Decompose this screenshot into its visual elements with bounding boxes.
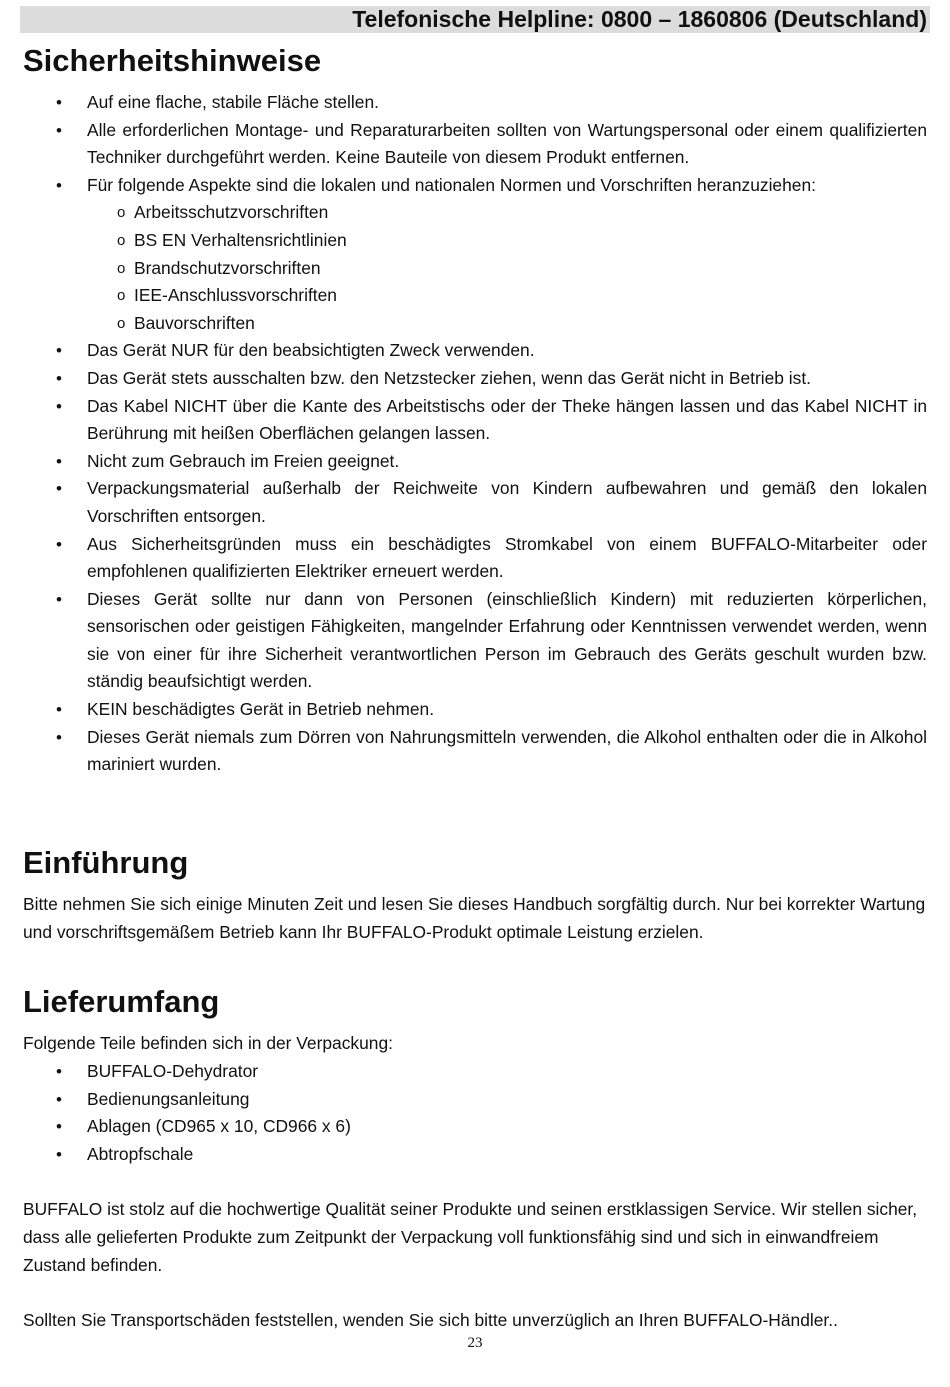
list-item: • Bedienungsanleitung: [0, 1086, 950, 1114]
contents-heading: Lieferumfang: [23, 984, 220, 1019]
list-item: • Das Gerät stets ausschalten bzw. den Netzstecker ziehen, wenn das Gerät nicht in Betrieb ist.: [0, 365, 950, 393]
circle-bullet-icon: o: [117, 287, 126, 305]
intro-text: Bitte nehmen Sie sich einige Minuten Zeit und lesen Sie dieses Handbuch sorgfältig durch. Nur bei korrekter Wartung und vorschriftsgemäßem Betrieb kann Ihr BUFFALO-Produkt optimale Leistung erzielen.: [23, 894, 926, 942]
bullet-icon: •: [56, 1117, 62, 1137]
quality-text: BUFFALO ist stolz auf die hochwertige Qualität seiner Produkte und seinen erstklassigen Service. Wir stellen sicher, dass alle gelieferten Produkte zum Zeitpunkt der Verpackung voll funktionsfähig sind und sich in einwandfreiem Zustand befinden.: [23, 1199, 918, 1275]
bullet-icon: •: [56, 451, 62, 471]
bullet-icon: •: [56, 93, 62, 112]
bullet-icon: •: [56, 1089, 62, 1109]
list-item: • Das Gerät NUR für den beabsichtigten Zweck verwenden.: [0, 337, 950, 365]
list-item: • Aus Sicherheitsgründen muss ein beschädigtes Stromkabel von einem BUFFALO-Mitarbeiter oder empfohlenen qualifizierten Elektriker erneuert werden.: [0, 531, 950, 586]
list-item: • Alle erforderlichen Montage- und Reparaturarbeiten sollten von Wartungspersonal oder einem qualifizierten Techniker durchgeführt werden. Keine Bauteile von diesem Produkt entfernen.: [0, 117, 950, 172]
bullet-icon: •: [56, 534, 62, 554]
list-item: • Nicht zum Gebrauch im Freien geeignet.: [0, 448, 950, 476]
circle-bullet-icon: o: [117, 314, 126, 332]
list-item: • Abtropfschale: [0, 1141, 950, 1169]
list-item: • Verpackungsmaterial außerhalb der Reichweite von Kindern aufbewahren und gemäß den lokalen Vorschriften entsorgen.: [0, 475, 950, 530]
bullet-icon: •: [56, 727, 62, 747]
sub-list-item: o Bauvorschriften: [0, 310, 950, 338]
bullet-icon: •: [56, 1062, 62, 1081]
bullet-icon: •: [56, 479, 62, 499]
list-item: • Für folgende Aspekte sind die lokalen und nationalen Normen und Vorschriften heranzuziehen:: [0, 172, 950, 200]
circle-bullet-icon: o: [117, 231, 126, 249]
bullet-icon: •: [56, 341, 62, 361]
damage-text: Sollten Sie Transportschäden feststellen, wenden Sie sich bitte unverzüglich an Ihren BUFFALO-Händler..: [23, 1310, 838, 1330]
bullet-icon: •: [56, 700, 62, 720]
list-item: • Das Kabel NICHT über die Kante des Arbeitstischs oder der Theke hängen lassen und das Kabel NICHT in Berührung mit heißen Oberflächen gelangen lassen.: [0, 393, 950, 448]
circle-bullet-icon: o: [117, 204, 126, 222]
list-item: • Ablagen (CD965 x 10, CD966 x 6): [0, 1113, 950, 1141]
list-item: • Dieses Gerät sollte nur dann von Personen (einschließlich Kindern) mit reduzierten körperlichen, sensorischen oder geistigen Fähigkeiten, mangelnder Erfahrung oder Kenntnissen verwendet werden, wenn sie von einer für ihre Sicherheit verantwortlichen Person im Gebrauch des Geräts geschult wurden bzw. ständig beaufsichtigt werden.: [0, 586, 950, 696]
page-number: 23: [467, 1335, 483, 1351]
contents-list: [0, 1058, 950, 1168]
bullet-icon: •: [56, 396, 62, 416]
list-item: • BUFFALO-Dehydrator: [0, 1058, 950, 1086]
list-item: • Auf eine flache, stabile Fläche stellen.: [0, 89, 950, 117]
bullet-icon: •: [56, 1144, 62, 1164]
bullet-icon: •: [56, 120, 62, 140]
bullet-icon: •: [56, 175, 62, 195]
sub-list-item: o Brandschutzvorschriften: [0, 255, 950, 283]
list-item: • Dieses Gerät niemals zum Dörren von Nahrungsmitteln verwenden, die Alkohol enthalten oder die in Alkohol mariniert wurden.: [0, 724, 950, 779]
circle-bullet-icon: o: [117, 259, 126, 277]
contents-lead: Folgende Teile befinden sich in der Verpackung:: [23, 1033, 393, 1053]
list-item: • KEIN beschädigtes Gerät in Betrieb nehmen.: [0, 696, 950, 724]
bullet-icon: •: [56, 589, 62, 609]
intro-heading: Einführung: [23, 845, 189, 880]
sub-list-item: o IEE-Anschlussvorschriften: [0, 282, 950, 310]
sub-list-item: o Arbeitsschutzvorschriften: [0, 199, 950, 227]
bullet-icon: •: [56, 368, 62, 388]
safety-heading: Sicherheitshinweise: [23, 43, 322, 78]
helpline-banner: [20, 6, 930, 33]
helpline-text: Telefonische Helpline: 0800 – 1860806 (Deutschland): [352, 6, 927, 32]
safety-list: [0, 89, 950, 779]
sub-list-item: o BS EN Verhaltensrichtlinien: [0, 227, 950, 255]
